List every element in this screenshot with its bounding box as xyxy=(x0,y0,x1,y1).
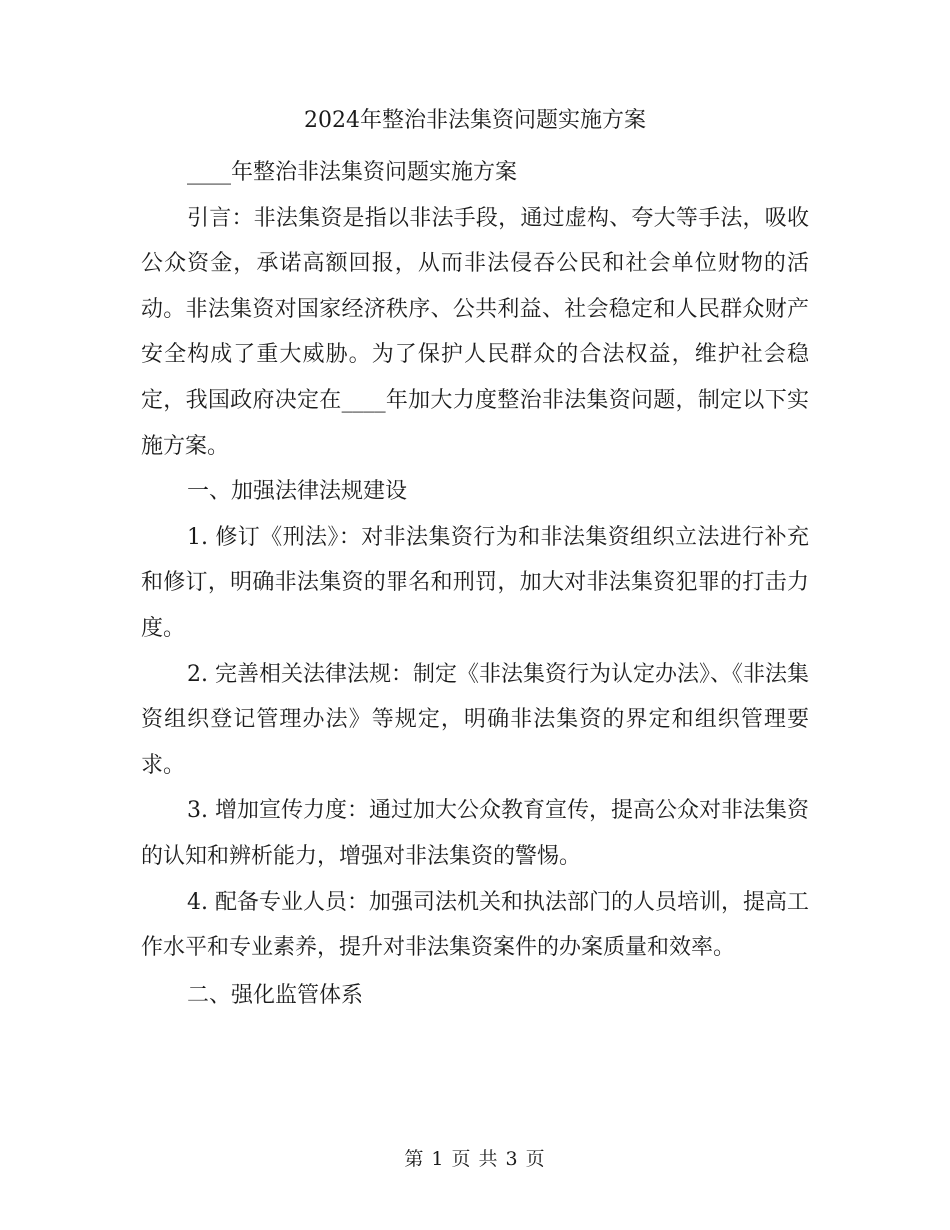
document-body xyxy=(141,150,809,1018)
section-1-item: 3. 增加宣传力度：通过加大公众教育宣传，提高公众对非法集资的认知和辨析能力，增强对非法集资的警惕。 xyxy=(141,798,809,869)
section-2-heading: 二、强化监管体系 xyxy=(187,982,364,1008)
document-title: 2024年整治非法集资问题实施方案 xyxy=(304,108,646,133)
section-1-item: 2. 完善相关法律法规：制定《非法集资行为认定办法》、《非法集资组织登记管理办法》等规定，明确非法集资的界定和组织管理要求。 xyxy=(141,661,809,778)
intro-paragraph: 引言：非法集资是指以非法手段，通过虚构、夸大等手法，吸收公众资金，承诺高额回报，从而非法侵吞公民和社会单位财物的活动。非法集资对国家经济秩序、公共利益、社会稳定和人民群众财产安全构成了重大威胁。为了保护人民群众的合法权益，维护社会稳定，我国政府决定在____年加大力度整治非法集资问题，制定以下实施方案。 xyxy=(141,205,809,459)
document-subtitle: ____年整治非法集资问题实施方案 xyxy=(187,160,518,185)
section-1-item: 4. 配备专业人员：加强司法机关和执法部门的人员培训，提高工作水平和专业素养，提升对非法集资案件的办案质量和效率。 xyxy=(141,889,809,961)
page-number-footer: 第 1 页 共 3 页 xyxy=(404,1148,546,1170)
section-1-item: 1. 修订《刑法》：对非法集资行为和非法集资组织立法进行补充和修订，明确非法集资的罪名和刑罚，加大对非法集资犯罪的打击力度。 xyxy=(141,524,809,641)
section-1-heading: 一、加强法律法规建设 xyxy=(187,479,408,505)
